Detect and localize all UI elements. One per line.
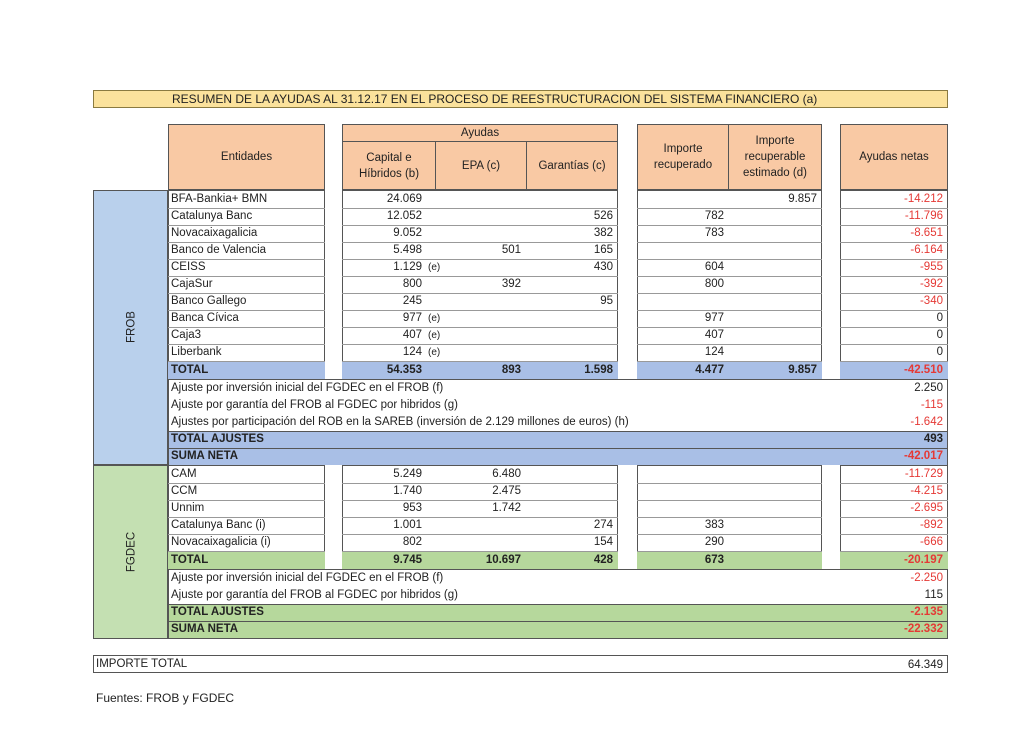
epa-cell [435,517,521,534]
recuperado-cell: 977 [704,312,724,324]
fgdec-suma-neta-label: SUMA NETA [171,623,239,635]
netas-cell: 0 [936,312,943,324]
capital-note: (e) [428,262,441,273]
capital-cell: 802 [402,536,422,548]
epa-cell: 392 [501,278,521,290]
header-ayudas-netas: Ayudas netas [840,124,948,190]
recuperable-cell [728,276,817,293]
entidad-cell: Banco de Valencia [171,244,267,256]
entidad-cell: CCM [171,485,198,497]
garantias-cell: 95 [600,295,613,307]
garantias-cell [526,191,613,208]
recuperado-cell: 604 [704,261,724,273]
entidad-cell: Liberbank [171,346,222,358]
recuperado-cell [637,466,724,483]
entidad-cell: Banco Gallego [171,295,247,307]
capital-cell: 1.129 [393,261,422,273]
fgdec-ajuste-value-1: -2.250 [910,572,943,584]
recuperable-cell [728,327,817,344]
capital-cell: 800 [402,278,422,290]
fgdec-total-recuperado: 673 [704,554,724,566]
entidad-cell: CAM [171,468,197,480]
table-row [0,517,1024,534]
fuentes-note: Fuentes: FROB y FGDEC [96,691,235,705]
entidad-cell: Banca Cívica [171,312,239,324]
epa-cell: 501 [501,244,521,256]
netas-cell: -11.796 [904,210,943,222]
recuperado-cell: 290 [704,536,724,548]
recuperado-cell [637,293,724,310]
netas-cell: -11.729 [904,468,943,480]
entidad-cell: Unnim [171,502,205,514]
capital-cell: 5.498 [393,244,422,256]
table-row [0,293,1024,310]
netas-cell: 0 [936,346,943,358]
fgdec-suma-neta-value: -22.332 [903,623,943,635]
epa-cell [435,208,521,225]
recuperado-cell: 124 [704,346,724,358]
fgdec-total-capital: 9.745 [393,554,422,566]
capital-cell: 9.052 [393,227,422,239]
capital-cell: 12.052 [386,210,422,222]
fgdec-total-ajustes-label: TOTAL AJUSTES [171,606,264,618]
recuperable-cell [728,225,817,242]
header-epa: EPA (c) [435,141,527,190]
importe-total-box [93,655,948,673]
netas-cell: -4.215 [910,485,943,497]
header-importe-recuperable: Importe recuperable estimado (d) [728,124,822,190]
epa-cell [435,534,521,551]
garantias-cell: 382 [593,227,613,239]
recuperado-cell [637,483,724,500]
frob-total-epa: 893 [501,364,521,376]
epa-cell [435,344,521,361]
garantias-cell [526,466,613,483]
recuperable-cell [728,208,817,225]
header-ayudas: Ayudas [342,124,618,142]
frob-total-recuperable: 9.857 [788,364,817,376]
netas-cell: -892 [919,519,943,531]
table-row [0,500,1024,517]
entidad-cell: BFA-Bankia+ BMN [171,193,268,205]
frob-total-row [0,362,1024,379]
frob-total-netas: -42.510 [903,364,943,376]
capital-cell: 5.249 [393,468,422,480]
netas-cell: -392 [919,278,943,290]
fgdec-suma-neta-row [0,621,1024,638]
frob-total-ajustes-label: TOTAL AJUSTES [171,433,264,445]
entidad-cell: Novacaixagalicia [171,227,258,239]
frob-suma-neta-row [0,448,1024,465]
epa-cell: 6.480 [492,468,521,480]
garantias-cell [526,310,613,327]
header-importe-recuperado: Importe recuperado [637,124,729,190]
epa-cell [435,293,521,310]
entidad-cell: CEISS [171,261,206,273]
frob-ajuste-row-3 [0,414,1024,431]
garantias-cell [526,344,613,361]
netas-cell: -340 [919,295,943,307]
frob-total-recuperado: 4.477 [695,364,724,376]
netas-cell: -666 [919,536,943,548]
fgdec-label: FGDEC [125,531,138,573]
fgdec-total-ajustes-row [0,604,1024,621]
epa-cell [435,225,521,242]
netas-cell: -2.695 [910,502,943,514]
header-capital: Capital e Híbridos (b) [342,141,436,190]
garantias-cell: 430 [593,261,613,273]
fgdec-ajuste-label-1: Ajuste por inversión inicial del FGDEC en el FROB (f) [171,572,444,584]
capital-note: (e) [428,330,441,341]
netas-cell: 0 [936,329,943,341]
garantias-cell: 274 [593,519,613,531]
table-row [0,191,1024,208]
garantias-cell [526,483,613,500]
frob-suma-neta-label: SUMA NETA [171,450,239,462]
recuperado-cell [637,191,724,208]
garantias-cell: 526 [593,210,613,222]
table-row [0,483,1024,500]
table-row [0,276,1024,293]
table-row [0,344,1024,361]
frob-total-garantias: 1.598 [584,364,613,376]
garantias-cell [526,276,613,293]
recuperable-cell [728,259,817,276]
table-row [0,310,1024,327]
fgdec-total-epa: 10.697 [485,554,521,566]
frob-ajuste-row-1 [0,380,1024,397]
fgdec-total-label: TOTAL [171,554,209,566]
frob-ajuste-label-3: Ajustes por participación del ROB en la SAREB (inversión de 2.129 millones de euros) (h) [171,416,629,428]
entidad-cell: CajaSur [171,278,213,290]
netas-cell: -8.651 [910,227,943,239]
fgdec-total-ajustes-value: -2.135 [910,606,943,618]
fgdec-total-row [0,552,1024,569]
garantias-cell [526,500,613,517]
recuperado-cell [637,500,724,517]
recuperable-cell [728,242,817,259]
capital-cell: 1.740 [393,485,422,497]
recuperado-cell [637,242,724,259]
capital-cell: 977 [402,312,422,324]
epa-cell: 1.742 [492,502,521,514]
netas-cell: -6.164 [910,244,943,256]
recuperable-cell: 9.857 [788,193,817,205]
capital-cell: 245 [402,295,422,307]
table-row [0,534,1024,551]
recuperable-cell [728,310,817,327]
fgdec-total-netas: -20.197 [903,554,943,566]
capital-note: (e) [428,347,441,358]
frob-ajuste-row-2 [0,397,1024,414]
header-garantias: Garantías (c) [526,141,618,190]
frob-ajuste-value-3: -1.642 [910,416,943,428]
garantias-cell: 154 [593,536,613,548]
fgdec-ajuste-row-1 [0,570,1024,587]
frob-total-capital: 54.353 [386,364,422,376]
fgdec-ajuste-value-2: 115 [924,589,943,601]
frob-total-ajustes-row [0,431,1024,448]
table-row [0,466,1024,483]
recuperado-cell: 407 [704,329,724,341]
table-title: RESUMEN DE LA AYUDAS AL 31.12.17 EN EL PROCESO DE REESTRUCTURACION DEL SISTEMA FINANCIERO (a) [93,90,948,108]
recuperado-cell: 783 [704,227,724,239]
frob-ajuste-value-2: -115 [920,399,943,411]
entidad-cell: Novacaixagalicia (i) [171,536,271,548]
capital-cell: 1.001 [393,519,422,531]
recuperable-cell [728,293,817,310]
frob-suma-neta-value: -42.017 [903,450,943,462]
epa-cell: 2.475 [492,485,521,497]
entidad-cell: Caja3 [171,329,202,341]
entidad-cell: Catalunya Banc (i) [171,519,266,531]
capital-cell: 124 [402,346,422,358]
entidad-cell: Catalunya Banc [171,210,253,222]
importe-total-label: IMPORTE TOTAL [96,658,188,670]
fgdec-total-garantias: 428 [593,554,613,566]
table-row [0,259,1024,276]
table-row [0,225,1024,242]
frob-total-ajustes-value: 493 [923,433,943,445]
frob-ajuste-label-1: Ajuste por inversión inicial del FGDEC en el FROB (f) [171,382,444,394]
epa-cell [435,327,521,344]
table-row [0,327,1024,344]
capital-cell: 24.069 [386,193,422,205]
recuperado-cell: 800 [704,278,724,290]
fgdec-ajuste-row-2 [0,587,1024,604]
header-entidades: Entidades [168,124,325,190]
garantias-cell: 165 [593,244,613,256]
garantias-cell [526,327,613,344]
frob-label: FROB [125,311,138,343]
netas-cell: -955 [919,261,943,273]
epa-cell [435,310,521,327]
frob-total-label: TOTAL [171,364,209,376]
table-row [0,208,1024,225]
recuperado-cell: 782 [704,210,724,222]
capital-cell: 407 [402,329,422,341]
fgdec-ajuste-label-2: Ajuste por garantía del FROB al FGDEC por hibridos (g) [171,589,458,601]
capital-note: (e) [428,313,441,324]
importe-total-value: 64.349 [907,659,943,671]
table-row [0,242,1024,259]
netas-cell: -14.212 [903,193,943,205]
capital-cell: 953 [402,502,422,514]
recuperable-cell [728,344,817,361]
epa-cell [435,191,521,208]
recuperado-cell: 383 [704,519,724,531]
frob-ajuste-value-1: 2.250 [914,382,943,394]
frob-ajuste-label-2: Ajuste por garantía del FROB al FGDEC por hibridos (g) [171,399,458,411]
epa-cell [435,259,521,276]
